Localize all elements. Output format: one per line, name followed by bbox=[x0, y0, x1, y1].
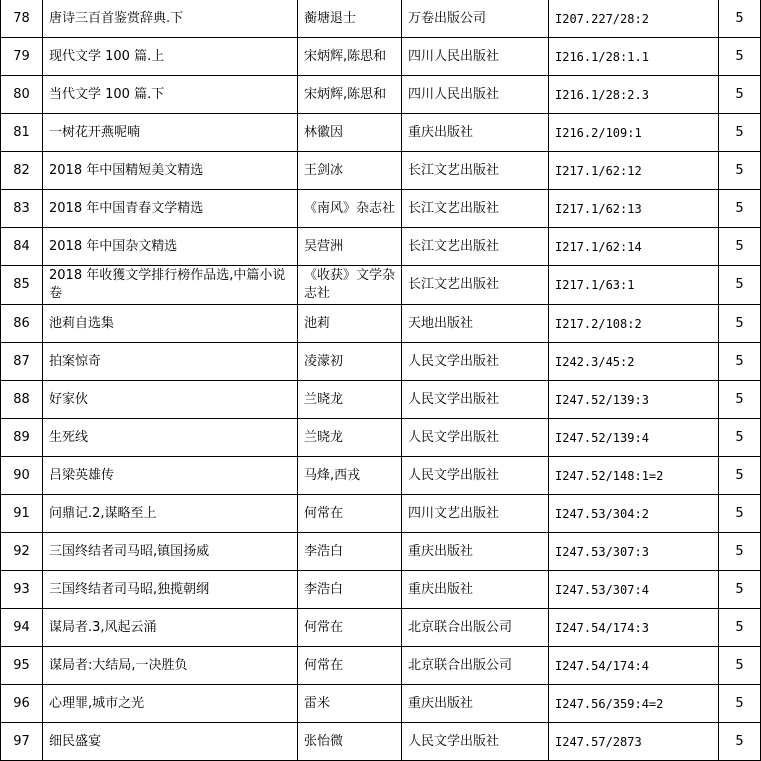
call-number: I217.1/62:13 bbox=[549, 190, 719, 228]
table-row bbox=[1, 343, 761, 381]
book-publisher: 天地出版社 bbox=[402, 305, 549, 343]
book-publisher: 万卷出版公司 bbox=[402, 0, 549, 38]
book-title: 2018 年收獲文学排行榜作品选,中篇小说卷 bbox=[43, 266, 298, 305]
copy-count: 5 bbox=[719, 609, 761, 647]
table-row bbox=[1, 0, 761, 38]
row-number: 87 bbox=[1, 343, 43, 381]
book-author: 宋炳辉,陈思和 bbox=[298, 76, 402, 114]
copy-count: 5 bbox=[719, 457, 761, 495]
book-publisher: 四川人民出版社 bbox=[402, 38, 549, 76]
book-author: 兰晓龙 bbox=[298, 419, 402, 457]
call-number: I216.1/28:1.1 bbox=[549, 38, 719, 76]
book-title: 细民盛宴 bbox=[43, 723, 298, 761]
book-author: 吴营洲 bbox=[298, 228, 402, 266]
row-number: 91 bbox=[1, 495, 43, 533]
call-number: I247.52/139:4 bbox=[549, 419, 719, 457]
book-author: 马烽,西戎 bbox=[298, 457, 402, 495]
copy-count: 5 bbox=[719, 343, 761, 381]
row-number: 79 bbox=[1, 38, 43, 76]
copy-count: 5 bbox=[719, 685, 761, 723]
row-number: 90 bbox=[1, 457, 43, 495]
row-number: 84 bbox=[1, 228, 43, 266]
book-author: 何常在 bbox=[298, 495, 402, 533]
book-title: 唐诗三百首鉴赏辞典.下 bbox=[43, 0, 298, 38]
table-row bbox=[1, 305, 761, 343]
table-row bbox=[1, 38, 761, 76]
table-row bbox=[1, 571, 761, 609]
book-publisher: 人民文学出版社 bbox=[402, 343, 549, 381]
table-row bbox=[1, 495, 761, 533]
book-list-body bbox=[1, 0, 761, 761]
copy-count: 5 bbox=[719, 381, 761, 419]
copy-count: 5 bbox=[719, 76, 761, 114]
row-number: 93 bbox=[1, 571, 43, 609]
row-number: 89 bbox=[1, 419, 43, 457]
call-number: I247.52/139:3 bbox=[549, 381, 719, 419]
copy-count: 5 bbox=[719, 0, 761, 38]
book-author: 何常在 bbox=[298, 609, 402, 647]
book-title: 谋局者.3,风起云涌 bbox=[43, 609, 298, 647]
row-number: 96 bbox=[1, 685, 43, 723]
call-number: I247.53/307:4 bbox=[549, 571, 719, 609]
book-title: 现代文学 100 篇.上 bbox=[43, 38, 298, 76]
copy-count: 5 bbox=[719, 571, 761, 609]
book-publisher: 重庆出版社 bbox=[402, 685, 549, 723]
row-number: 78 bbox=[1, 0, 43, 38]
copy-count: 5 bbox=[719, 723, 761, 761]
book-publisher: 长江文艺出版社 bbox=[402, 152, 549, 190]
book-title: 2018 年中国精短美文精选 bbox=[43, 152, 298, 190]
book-author: 李浩白 bbox=[298, 571, 402, 609]
table-row bbox=[1, 228, 761, 266]
book-author: 林徽因 bbox=[298, 114, 402, 152]
table-row bbox=[1, 266, 761, 305]
call-number: I207.227/28:2 bbox=[549, 0, 719, 38]
copy-count: 5 bbox=[719, 266, 761, 305]
table-row bbox=[1, 457, 761, 495]
table-row bbox=[1, 76, 761, 114]
book-title: 三国终结者司马昭,独揽朝纲 bbox=[43, 571, 298, 609]
table-row bbox=[1, 381, 761, 419]
call-number: I216.2/109:1 bbox=[549, 114, 719, 152]
row-number: 95 bbox=[1, 647, 43, 685]
copy-count: 5 bbox=[719, 228, 761, 266]
table-row bbox=[1, 190, 761, 228]
book-author: 王剑冰 bbox=[298, 152, 402, 190]
book-author: 何常在 bbox=[298, 647, 402, 685]
row-number: 81 bbox=[1, 114, 43, 152]
row-number: 88 bbox=[1, 381, 43, 419]
copy-count: 5 bbox=[719, 114, 761, 152]
book-publisher: 重庆出版社 bbox=[402, 533, 549, 571]
row-number: 85 bbox=[1, 266, 43, 305]
row-number: 83 bbox=[1, 190, 43, 228]
row-number: 97 bbox=[1, 723, 43, 761]
book-publisher: 人民文学出版社 bbox=[402, 723, 549, 761]
book-author: 雷米 bbox=[298, 685, 402, 723]
book-publisher: 长江文艺出版社 bbox=[402, 266, 549, 305]
book-publisher: 人民文学出版社 bbox=[402, 419, 549, 457]
book-author: 李浩白 bbox=[298, 533, 402, 571]
book-author: 《收获》文学杂志社 bbox=[298, 266, 402, 305]
call-number: I217.2/108:2 bbox=[549, 305, 719, 343]
book-title: 池莉自选集 bbox=[43, 305, 298, 343]
copy-count: 5 bbox=[719, 533, 761, 571]
book-author: 张怡微 bbox=[298, 723, 402, 761]
copy-count: 5 bbox=[719, 305, 761, 343]
book-title: 2018 年中国青春文学精选 bbox=[43, 190, 298, 228]
copy-count: 5 bbox=[719, 38, 761, 76]
book-publisher: 人民文学出版社 bbox=[402, 381, 549, 419]
book-title: 心理罪,城市之光 bbox=[43, 685, 298, 723]
call-number: I216.1/28:2.3 bbox=[549, 76, 719, 114]
book-publisher: 四川人民出版社 bbox=[402, 76, 549, 114]
book-publisher: 人民文学出版社 bbox=[402, 457, 549, 495]
row-number: 80 bbox=[1, 76, 43, 114]
row-number: 94 bbox=[1, 609, 43, 647]
call-number: I247.54/174:4 bbox=[549, 647, 719, 685]
book-publisher: 四川文艺出版社 bbox=[402, 495, 549, 533]
book-publisher: 重庆出版社 bbox=[402, 571, 549, 609]
call-number: I247.53/304:2 bbox=[549, 495, 719, 533]
table-row bbox=[1, 723, 761, 761]
row-number: 86 bbox=[1, 305, 43, 343]
call-number: I217.1/63:1 bbox=[549, 266, 719, 305]
call-number: I217.1/62:12 bbox=[549, 152, 719, 190]
table-row bbox=[1, 609, 761, 647]
book-title: 三国终结者司马昭,镇国扬威 bbox=[43, 533, 298, 571]
book-author: 凌濛初 bbox=[298, 343, 402, 381]
copy-count: 5 bbox=[719, 647, 761, 685]
call-number: I247.53/307:3 bbox=[549, 533, 719, 571]
book-author: 池莉 bbox=[298, 305, 402, 343]
table-row bbox=[1, 647, 761, 685]
book-publisher: 长江文艺出版社 bbox=[402, 228, 549, 266]
book-author: 《南风》杂志社 bbox=[298, 190, 402, 228]
call-number: I247.57/2873 bbox=[549, 723, 719, 761]
book-publisher: 重庆出版社 bbox=[402, 114, 549, 152]
book-title: 好家伙 bbox=[43, 381, 298, 419]
book-title: 生死线 bbox=[43, 419, 298, 457]
row-number: 92 bbox=[1, 533, 43, 571]
call-number: I247.54/174:3 bbox=[549, 609, 719, 647]
book-publisher: 长江文艺出版社 bbox=[402, 190, 549, 228]
book-author: 兰晓龙 bbox=[298, 381, 402, 419]
call-number: I247.56/359:4=2 bbox=[549, 685, 719, 723]
table-row bbox=[1, 685, 761, 723]
book-title: 当代文学 100 篇.下 bbox=[43, 76, 298, 114]
book-title: 问鼎记.2,谋略至上 bbox=[43, 495, 298, 533]
book-publisher: 北京联合出版公司 bbox=[402, 647, 549, 685]
copy-count: 5 bbox=[719, 190, 761, 228]
row-number: 82 bbox=[1, 152, 43, 190]
book-author: 蘅塘退士 bbox=[298, 0, 402, 38]
book-title: 一树花开燕呢喃 bbox=[43, 114, 298, 152]
table-row bbox=[1, 419, 761, 457]
call-number: I242.3/45:2 bbox=[549, 343, 719, 381]
copy-count: 5 bbox=[719, 495, 761, 533]
book-title: 吕梁英雄传 bbox=[43, 457, 298, 495]
copy-count: 5 bbox=[719, 152, 761, 190]
call-number: I217.1/62:14 bbox=[549, 228, 719, 266]
book-publisher: 北京联合出版公司 bbox=[402, 609, 549, 647]
call-number: I247.52/148:1=2 bbox=[549, 457, 719, 495]
book-author: 宋炳辉,陈思和 bbox=[298, 38, 402, 76]
copy-count: 5 bbox=[719, 419, 761, 457]
book-title: 谋局者:大结局,一决胜负 bbox=[43, 647, 298, 685]
table-row bbox=[1, 114, 761, 152]
book-title: 拍案惊奇 bbox=[43, 343, 298, 381]
book-title: 2018 年中国杂文精选 bbox=[43, 228, 298, 266]
table-row bbox=[1, 152, 761, 190]
table-row bbox=[1, 533, 761, 571]
